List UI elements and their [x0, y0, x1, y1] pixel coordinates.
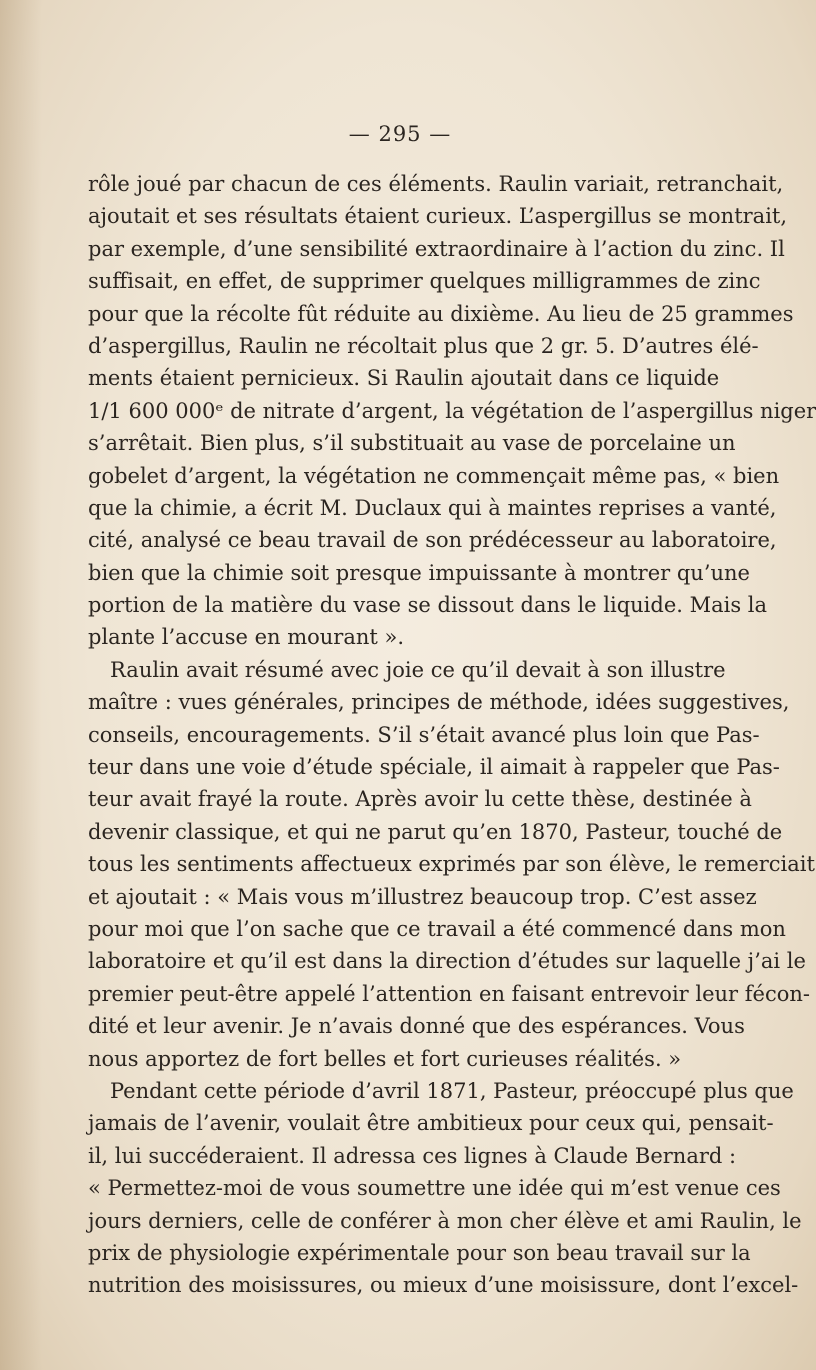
- text-line: tous les sentiments affectueux exprimés par son élève, le remerciait: [88, 852, 815, 877]
- text-line: par exemple, d’une sensibilité extraordinaire à l’action du zinc. Il: [88, 236, 785, 261]
- text-line: devenir classique, et qui ne parut qu’en 1870, Pasteur, touché de: [88, 819, 783, 844]
- page-number: — 295 —: [348, 122, 452, 146]
- text-line: s’arrêtait. Bien plus, s’il substituait au vase de porcelaine un: [88, 431, 736, 456]
- text-line: Pendant cette période d’avril 1871, Pasteur, préoccupé plus que: [110, 1078, 794, 1103]
- text-line: et ajoutait : « Mais vous m’illustrez beaucoup trop. C’est assez: [88, 884, 757, 909]
- text-line: rôle joué par chacun de ces éléments. Raulin variait, retranchait,: [88, 172, 784, 196]
- text-line: d’aspergillus, Raulin ne récoltait plus que 2 gr. 5. D’autres élé-: [88, 333, 759, 358]
- text-line: plante l’accuse en mourant ».: [88, 625, 405, 650]
- text-line: 1/1 600 000ᵉ de nitrate d’argent, la végétation de l’aspergillus niger: [88, 398, 816, 423]
- text-line: ments étaient pernicieux. Si Raulin ajoutait dans ce liquide: [88, 366, 720, 391]
- text-line: cité, analysé ce beau travail de son prédécesseur au laboratoire,: [88, 528, 777, 553]
- text-line: conseils, encouragements. S’il s’était avancé plus loin que Pas-: [88, 722, 760, 747]
- text-line: portion de la matière du vase se dissout dans le liquide. Mais la: [88, 593, 768, 618]
- text-line: suffisait, en effet, de supprimer quelques milligrammes de zinc: [88, 269, 761, 294]
- text-line: jamais de l’avenir, voulait être ambitieux pour ceux qui, pensait-: [88, 1111, 774, 1136]
- text-line: jours derniers, celle de conférer à mon cher élève et ami Raulin, le: [88, 1208, 802, 1233]
- text-line: gobelet d’argent, la végétation ne commençait même pas, « bien: [88, 463, 780, 488]
- text-line: Raulin avait résumé avec joie ce qu’il devait à son illustre: [110, 657, 726, 682]
- text-line: maître : vues générales, principes de méthode, idées suggestives,: [88, 690, 790, 715]
- text-line: dité et leur avenir. Je n’avais donné que des espérances. Vous: [88, 1014, 745, 1039]
- text-line: que la chimie, a écrit M. Duclaux qui à maintes reprises a vanté,: [88, 495, 777, 520]
- body-text: [88, 168, 816, 1302]
- text-line: bien que la chimie soit presque impuissante à montrer qu’une: [88, 560, 750, 585]
- page-edge-shadow: [0, 0, 42, 1370]
- text-line: nutrition des moisissures, ou mieux d’une moisissure, dont l’excel-: [88, 1273, 799, 1298]
- text-line: teur dans une voie d’étude spéciale, il aimait à rappeler que Pas-: [88, 755, 780, 780]
- text-line: nous apportez de fort belles et fort curieuses réalités. »: [88, 1046, 682, 1071]
- text-line: laboratoire et qu’il est dans la direction d’études sur laquelle j’ai le: [88, 949, 806, 974]
- text-line: pour moi que l’on sache que ce travail a été commencé dans mon: [88, 916, 786, 941]
- text-line: pour que la récolte fût réduite au dixième. Au lieu de 25 grammes: [88, 301, 794, 326]
- text-line: il, lui succéderaient. Il adressa ces lignes à Claude Bernard :: [88, 1143, 737, 1168]
- text-line: prix de physiologie expérimentale pour son beau travail sur la: [88, 1240, 751, 1265]
- text-line: teur avait frayé la route. Après avoir lu cette thèse, destinée à: [88, 787, 752, 812]
- text-line: premier peut-être appelé l’attention en faisant entrevoir leur fécon-: [88, 981, 810, 1006]
- text-line: « Permettez-moi de vous soumettre une idée qui m’est venue ces: [88, 1176, 781, 1201]
- text-line: ajoutait et ses résultats étaient curieux. L’aspergillus se montrait,: [88, 204, 788, 229]
